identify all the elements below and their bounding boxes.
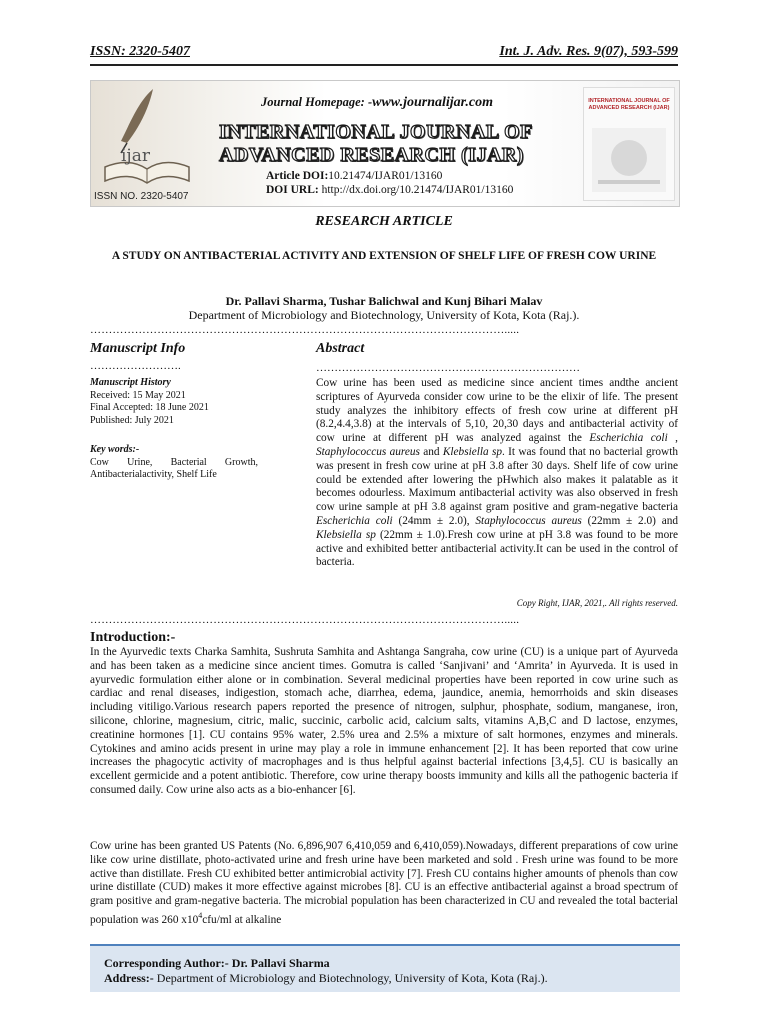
article-department: Department of Microbiology and Biotechnology, University of Kota, Kota (Raj.).	[188, 308, 580, 322]
received-date: Received: 15 May 2021	[90, 389, 186, 401]
keywords-text: Cow Urine, Bacterial Growth, Antibacterialactivity, Shelf Life	[90, 456, 258, 480]
journal-homepage	[261, 95, 493, 111]
ijar-logo	[91, 81, 203, 205]
citation-header: Int. J. Adv. Res. 9(07), 593-599	[499, 44, 678, 59]
quill-book-icon	[91, 81, 203, 205]
article-title: A STUDY ON ANTIBACTERIAL ACTIVITY AND EXTENSION OF SHELF LIFE OF FRESH COW URINE	[111, 250, 657, 262]
keywords-block	[90, 444, 258, 482]
header-rule	[90, 64, 678, 66]
copyright-notice: Copy Right, IJAR, 2021,. All rights reserved.	[516, 598, 678, 608]
keywords-label: Key words:-	[90, 444, 140, 455]
cover-title: INTERNATIONAL JOURNAL OF ADVANCED RESEARCH (IJAR)	[588, 98, 670, 111]
manuscript-history	[90, 377, 258, 427]
abstract-dots: ………………………………………………………………	[316, 362, 580, 374]
homepage-link[interactable]: www.journalijar.com	[372, 95, 493, 110]
introduction-paragraph-1: In the Ayurvedic texts Charka Samhita, Sushruta Samhita and Ashtanga Sangraha, cow urine (CU) is a unique part of Ayurveda and has been taken as a medicine since ancient times. Gomutra is called ‘Sanjivani’ and ‘Amrita’ in Ayurveda. It is used in ayurvedic formulation either alone or in combination. Several medicinal properties have been reported in cow urine such as cardiac and renal diseases, indigestion, stomach ache, diarrhea, edema, jaundice, anemia, hemorrhoids and skin diseases including vitiligo.Various research papers reported the presence of nitrogen, sulphur, phosphate, sodium, manganese, iron, silicone, chlorine, magnesium, citric, malic, succinic, carbolic acid, calcium salts, vitamins A,B,C and D lactose, enzymes, creatinine hormones [1]. CU contains 95% water, 2.5% urea and 2.5% a mixture of salt hormones, enzymes and minerals. Cytokines and amino acids present in urine may play a role in immune enhancement [2]. It has been reported that cow urine increases the phagocytic activity of macrophages and is thus helpful against bacterial infections [3,4,5]. CU is basically an excellent germicide and a potent antibiotic. Therefore, cow urine therapy boosts immunity and kills all the pathogenic bacteria if consumed daily. Cow urine also acts as a bio-enhancer [6].	[90, 646, 678, 796]
abstract-heading: Abstract	[316, 341, 365, 356]
doi-url-link[interactable]: http://dx.doi.org/10.21474/IJAR01/13160	[318, 184, 514, 196]
separator-top: ………………………………………………………………………………………………….....	[90, 324, 520, 336]
corresponding-author-box	[90, 944, 680, 992]
history-label: Manuscript History	[90, 377, 171, 388]
corresponding-author: Corresponding Author:- Dr. Pallavi Sharma	[104, 956, 330, 970]
article-type: RESEARCH ARTICLE	[315, 214, 453, 229]
issn-header: ISSN: 2320-5407	[90, 44, 190, 59]
published-date: Published: July 2021	[90, 414, 174, 426]
accepted-date: Final Accepted: 18 June 2021	[90, 402, 209, 413]
article-doi-label: Article DOI:	[266, 170, 329, 182]
logo-text: ijar	[121, 146, 150, 166]
abstract-text: Cow urine has been used as medicine since ancient times andthe ancient scriptures of Ayurveda consider cow urine to be the elixir of life. The present study analyzes the inhibitory effects of fresh cow urine at different pH (8.2,4.4,3.8) at the intervals of 5,10, 20,30 days and antibacterial activity of cow urine at different pH was analyzed against the Escherichia coli , Staphylococcus aureus and Klebsiella sp. It was found that no bacterial growth was present in fresh cow urine at pH 3.8 after 30 days. Shelf life of cow urine could be extended after lowering the pHwhich also makes it palatable as it becomes odourless. Maximum antibacterial activity was also observed in fresh cow urine sample at pH 3.8 against gram positive and gram-negative bacteria Escherichia coli (24mm ± 2.0), Staphylococcus aureus (22mm ± 2.0) and Klebsiella sp (22mm ± 1.0).Fresh cow urine at pH 3.8 was found to be more active and exhibited better antibacterial activity.It can be used in the control of bacteria.	[316, 377, 678, 569]
separator-bottom: ………………………………………………………………………………………………….....	[90, 614, 520, 626]
introduction-paragraph-2: Cow urine has been granted US Patents (No. 6,896,907 6,410,059 and 6,410,059).Nowadays, different preparations of cow urine like cow urine distillate, photo-activated urine and fresh urine have been marketed and sold . Fresh urine was found to be more active than distillate. Fresh CU exhibited better antimicrobial activity [7]. Fresh CU contains higher amounts of phenols than cow urine distillate (CUD) makes it more effective against microbes [8]. CU is an effective antibacterial against a broad spectrum of gram positive and gram-negative bacteria. The microbial population has been characterized in CU and revealed the total bacterial population was 260 $x10^4cfu/ml$ at alkaline	[90, 840, 678, 926]
author-address: Address:- Department of Microbiology and Biotechnology, University of Kota, Kota (Raj.).	[104, 971, 548, 985]
article-authors: Dr. Pallavi Sharma, Tushar Balichwal and Kunj Bihari Malav	[225, 294, 543, 308]
manuscript-info-dots: …………………….	[90, 360, 181, 372]
manuscript-info-heading: Manuscript Info	[90, 341, 186, 356]
journal-title-line2: ADVANCED RESEARCH (IJAR)	[219, 144, 524, 166]
doi-url-label: DOI URL:	[266, 184, 319, 196]
journal-banner	[90, 80, 680, 207]
homepage-label: Journal Homepage: -	[261, 95, 373, 109]
cover-graphic-icon	[592, 128, 666, 192]
journal-cover-thumbnail	[583, 87, 675, 201]
article-doi: 10.21474/IJAR01/13160	[328, 170, 443, 182]
introduction-heading: Introduction:-	[90, 630, 176, 645]
logo-issn: ISSN NO. 2320-5407	[94, 191, 189, 202]
doi-block	[266, 169, 513, 197]
journal-title-line1: INTERNATIONAL JOURNAL OF	[219, 121, 533, 143]
journal-title	[219, 121, 559, 167]
